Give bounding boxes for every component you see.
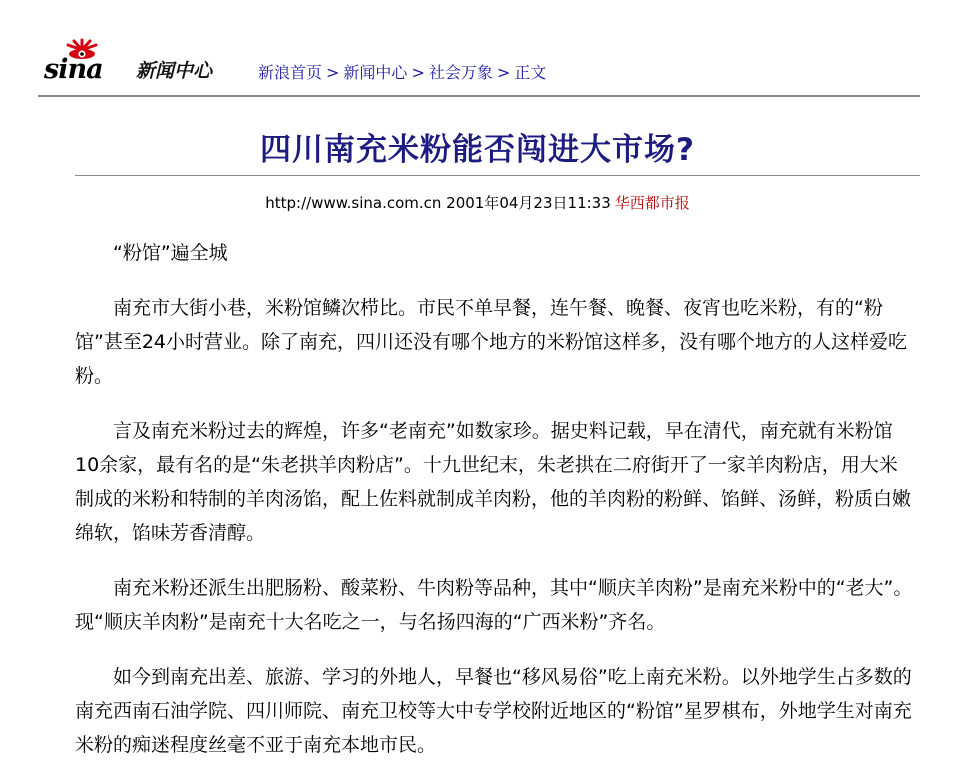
breadcrumb-separator: >	[411, 63, 425, 82]
article-meta	[0, 192, 955, 213]
article-body	[75, 236, 915, 783]
title-divider	[75, 175, 920, 176]
article-paragraph: 如今到南充出差、旅游、学习的外地人，早餐也“移风易俗”吃上南充米粉。以外地学生占多数的南充西南石油学院、四川师院、南充卫校等大中专学校附近地区的“粉馆”星罗棋布，外地学生对南充米粉的痴迷程度丝毫不亚于南充本地市民。	[75, 666, 912, 756]
sina-wordmark: sina	[44, 54, 103, 85]
breadcrumb-society[interactable]: 社会万象	[428, 63, 493, 82]
breadcrumb-separator: >	[496, 63, 511, 82]
breadcrumb	[258, 60, 546, 83]
article-datetime: 2001年04月23日11:33	[446, 194, 611, 212]
site-header	[38, 36, 918, 92]
breadcrumb-article[interactable]: 正文	[514, 63, 547, 82]
article-paragraph: 南充市大街小巷，米粉馆鳞次栉比。市民不单早餐，连午餐、晚餐、夜宵也吃米粉，有的“粉馆”甚至24小时营业。除了南充，四川还没有哪个地方的米粉馆这样多，没有哪个地方的人这样爱吃粉。	[75, 297, 908, 387]
article-paragraph: 南充米粉还派生出肥肠粉、酸菜粉、牛肉粉等品种，其中“顺庆羊肉粉”是南充米粉中的“老大”。现“顺庆羊肉粉”是南充十大名吃之一，与名扬四海的“广西米粉”齐名。	[75, 577, 913, 633]
breadcrumb-news-center[interactable]: 新闻中心	[343, 63, 408, 82]
article-title: 四川南充米粉能否闯进大市场?	[260, 132, 695, 168]
sina-logo[interactable]	[44, 38, 126, 84]
article-url: http://www.sina.com.cn	[265, 194, 442, 212]
article-subheading: “粉馆”遍全城	[113, 242, 228, 264]
channel-name: 新闻中心	[136, 60, 213, 82]
article-source-link[interactable]: 华西都市报	[614, 194, 690, 212]
article-paragraph: 言及南充米粉过去的辉煌，许多“老南充”如数家珍。据史料记载，早在清代，南充就有米粉馆10余家，最有名的是“朱老拱羊肉粉店”。十九世纪末，朱老拱在二府街开了一家羊肉粉店，用大米制成的米粉和特制的羊肉汤馅，配上佐料就制成羊肉粉，他的羊肉粉的粉鲜、馅鲜、汤鲜，粉质白嫩绵软，馅味芳香清醇。	[75, 420, 912, 544]
header-divider	[38, 95, 920, 97]
breadcrumb-sina-home[interactable]: 新浪首页	[258, 63, 323, 82]
breadcrumb-separator: >	[326, 63, 340, 82]
